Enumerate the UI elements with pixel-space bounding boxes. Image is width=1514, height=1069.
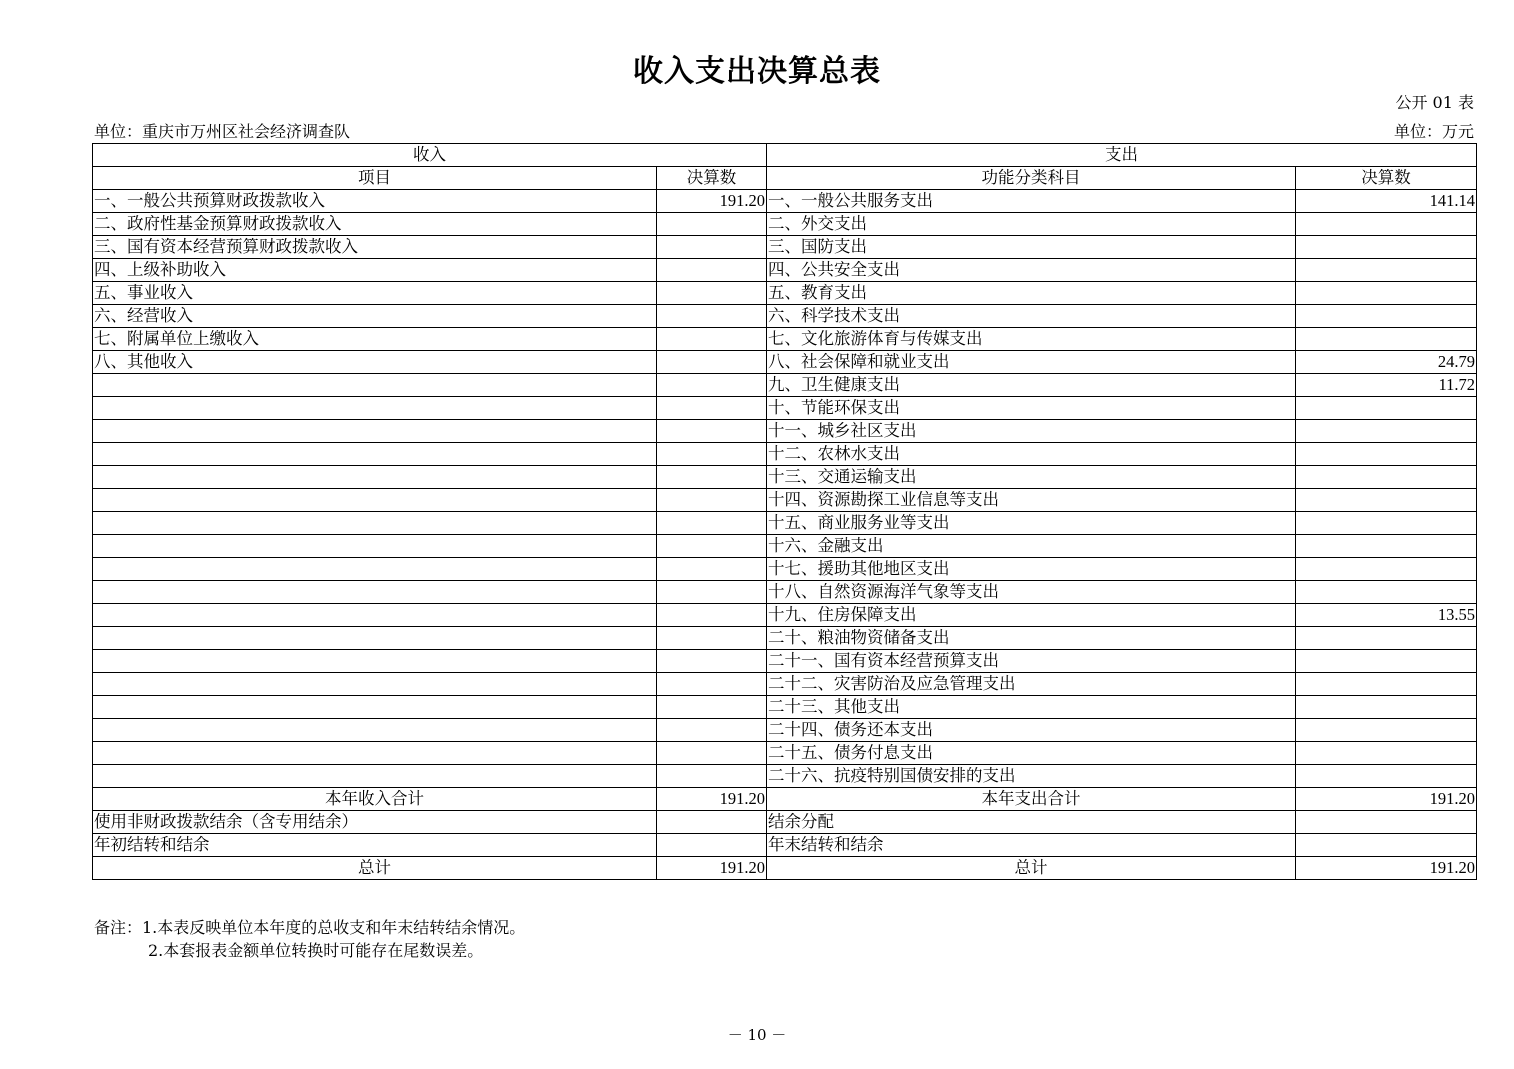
income-item-label: 七、附属单位上缴收入: [93, 328, 657, 351]
income-item-value: [657, 696, 767, 719]
note-line-2: 2.本套报表金额单位转换时可能存在尾数误差。: [148, 941, 484, 960]
table-row: [93, 397, 1477, 420]
income-item-label: 五、事业收入: [93, 282, 657, 305]
header-item: 项目: [93, 167, 657, 190]
table-row: [93, 236, 1477, 259]
expense-item-label: 十、节能环保支出: [767, 397, 1296, 420]
expense-item-value: [1296, 719, 1477, 742]
table-row-non-fiscal: [93, 811, 1477, 834]
form-number: 公开 01 表: [1395, 93, 1474, 112]
expense-item-label: 四、公共安全支出: [767, 259, 1296, 282]
income-item-label: [93, 489, 657, 512]
header-income: 收入: [93, 144, 767, 167]
income-item-label: [93, 558, 657, 581]
expense-item-label: 十二、农林水支出: [767, 443, 1296, 466]
table-row: [93, 558, 1477, 581]
begin-carryover-label: 年初结转和结余: [93, 834, 657, 857]
income-item-label: [93, 466, 657, 489]
income-item-label: [93, 581, 657, 604]
expense-item-value: [1296, 673, 1477, 696]
table-row: [93, 305, 1477, 328]
table-row: [93, 535, 1477, 558]
table-row: [93, 719, 1477, 742]
header-func-category: 功能分类科目: [767, 167, 1296, 190]
expense-item-value: [1296, 535, 1477, 558]
expense-item-label: 六、科学技术支出: [767, 305, 1296, 328]
table-row: [93, 259, 1477, 282]
expense-year-total-value: 191.20: [1296, 788, 1477, 811]
income-item-value: [657, 443, 767, 466]
expense-item-label: 七、文化旅游体育与传媒支出: [767, 328, 1296, 351]
expense-item-value: 141.14: [1296, 190, 1477, 213]
expense-item-label: 二十五、债务付息支出: [767, 742, 1296, 765]
expense-item-label: 十五、商业服务业等支出: [767, 512, 1296, 535]
expense-item-value: [1296, 558, 1477, 581]
expense-item-value: 24.79: [1296, 351, 1477, 374]
income-item-label: [93, 696, 657, 719]
expense-item-label: 十六、金融支出: [767, 535, 1296, 558]
table-row: [93, 581, 1477, 604]
grand-total-income-label: 总计: [93, 857, 657, 880]
income-item-label: [93, 443, 657, 466]
income-item-label: 四、上级补助收入: [93, 259, 657, 282]
expense-item-value: [1296, 305, 1477, 328]
table-row: [93, 696, 1477, 719]
expense-item-label: 二十二、灾害防治及应急管理支出: [767, 673, 1296, 696]
expense-item-value: [1296, 259, 1477, 282]
income-item-value: [657, 328, 767, 351]
income-item-label: [93, 765, 657, 788]
income-item-value: [657, 650, 767, 673]
expense-item-label: 八、社会保障和就业支出: [767, 351, 1296, 374]
non-fiscal-label: 使用非财政拨款结余（含专用结余）: [93, 811, 657, 834]
table-row-grand-total: [93, 857, 1477, 880]
table-row: [93, 213, 1477, 236]
table-row: [93, 190, 1477, 213]
income-item-label: 二、政府性基金预算财政拨款收入: [93, 213, 657, 236]
expense-item-value: [1296, 443, 1477, 466]
income-item-label: [93, 627, 657, 650]
table-totals: [93, 788, 1477, 880]
notes: [94, 916, 525, 962]
expense-item-label: 五、教育支出: [767, 282, 1296, 305]
begin-carryover-value: [657, 834, 767, 857]
table-body: [93, 190, 1477, 788]
expense-item-label: 十四、资源勘探工业信息等支出: [767, 489, 1296, 512]
income-expense-table: [92, 143, 1477, 880]
income-item-value: [657, 535, 767, 558]
page-title: 收入支出决算总表: [633, 54, 881, 89]
expense-item-label: 九、卫生健康支出: [767, 374, 1296, 397]
expense-item-label: 三、国防支出: [767, 236, 1296, 259]
table-row: [93, 650, 1477, 673]
income-item-value: [657, 627, 767, 650]
header-amount-expense: 决算数: [1296, 167, 1477, 190]
expense-item-label: 二十四、债务还本支出: [767, 719, 1296, 742]
expense-item-label: 二十六、抗疫特别国债安排的支出: [767, 765, 1296, 788]
surplus-alloc-label: 结余分配: [767, 811, 1296, 834]
income-item-label: [93, 535, 657, 558]
expense-item-value: [1296, 650, 1477, 673]
table-row-carryover: [93, 834, 1477, 857]
income-item-label: [93, 420, 657, 443]
income-item-label: [93, 650, 657, 673]
income-item-value: [657, 742, 767, 765]
income-item-label: [93, 673, 657, 696]
income-item-label: [93, 512, 657, 535]
table-row: [93, 374, 1477, 397]
income-item-label: [93, 397, 657, 420]
expense-item-label: 十八、自然资源海洋气象等支出: [767, 581, 1296, 604]
table-header-row: [93, 144, 1477, 167]
expense-item-value: [1296, 742, 1477, 765]
expense-item-label: 十三、交通运输支出: [767, 466, 1296, 489]
income-item-value: [657, 351, 767, 374]
table-row: [93, 489, 1477, 512]
income-item-label: 八、其他收入: [93, 351, 657, 374]
table-row: [93, 328, 1477, 351]
note-line-1: 备注：1.本表反映单位本年度的总收支和年末结转结余情况。: [94, 918, 526, 937]
income-item-value: [657, 604, 767, 627]
table-row: [93, 673, 1477, 696]
expense-item-label: 二、外交支出: [767, 213, 1296, 236]
end-carryover-value: [1296, 834, 1477, 857]
expense-item-value: [1296, 466, 1477, 489]
income-item-label: 一、一般公共预算财政拨款收入: [93, 190, 657, 213]
income-item-value: [657, 512, 767, 535]
table-row-year-total: [93, 788, 1477, 811]
grand-total-expense-label: 总计: [767, 857, 1296, 880]
expense-item-label: 二十、粮油物资储备支出: [767, 627, 1296, 650]
expense-item-value: [1296, 236, 1477, 259]
expense-item-label: 二十三、其他支出: [767, 696, 1296, 719]
end-carryover-label: 年末结转和结余: [767, 834, 1296, 857]
income-item-value: [657, 719, 767, 742]
table-row: [93, 282, 1477, 305]
expense-item-value: [1296, 282, 1477, 305]
non-fiscal-value: [657, 811, 767, 834]
table-subheader-row: [93, 167, 1477, 190]
income-item-value: [657, 765, 767, 788]
income-item-value: [657, 259, 767, 282]
expense-item-value: [1296, 420, 1477, 443]
table-row: [93, 604, 1477, 627]
table-row: [93, 351, 1477, 374]
expense-item-label: 二十一、国有资本经营预算支出: [767, 650, 1296, 673]
unit-organization: 单位：重庆市万州区社会经济调查队: [94, 122, 351, 141]
expense-item-value: [1296, 397, 1477, 420]
income-item-label: [93, 604, 657, 627]
income-item-value: [657, 466, 767, 489]
income-item-label: [93, 374, 657, 397]
income-item-value: [657, 282, 767, 305]
income-item-value: [657, 489, 767, 512]
income-item-value: [657, 213, 767, 236]
surplus-alloc-value: [1296, 811, 1477, 834]
income-item-label: [93, 742, 657, 765]
table-row: [93, 765, 1477, 788]
income-item-value: [657, 558, 767, 581]
income-item-value: [657, 236, 767, 259]
expense-item-value: [1296, 765, 1477, 788]
page-number: － 10 －: [727, 1026, 787, 1044]
expense-item-label: 一、一般公共服务支出: [767, 190, 1296, 213]
table-row: [93, 627, 1477, 650]
expense-item-value: [1296, 489, 1477, 512]
expense-item-value: [1296, 696, 1477, 719]
income-item-value: [657, 397, 767, 420]
income-year-total-value: 191.20: [657, 788, 767, 811]
expense-item-value: [1296, 627, 1477, 650]
expense-item-value: [1296, 581, 1477, 604]
income-item-value: [657, 420, 767, 443]
income-item-value: [657, 581, 767, 604]
expense-item-value: [1296, 512, 1477, 535]
table-row: [93, 466, 1477, 489]
header-expense: 支出: [767, 144, 1477, 167]
grand-total-income-value: 191.20: [657, 857, 767, 880]
income-item-label: 三、国有资本经营预算财政拨款收入: [93, 236, 657, 259]
income-year-total-label: 本年收入合计: [93, 788, 657, 811]
income-item-value: [657, 673, 767, 696]
income-item-label: 六、经营收入: [93, 305, 657, 328]
header-amount: 决算数: [657, 167, 767, 190]
table-row: [93, 420, 1477, 443]
expense-item-value: 13.55: [1296, 604, 1477, 627]
income-item-label: [93, 719, 657, 742]
expense-item-label: 十九、住房保障支出: [767, 604, 1296, 627]
table-row: [93, 742, 1477, 765]
expense-year-total-label: 本年支出合计: [767, 788, 1296, 811]
expense-item-value: 11.72: [1296, 374, 1477, 397]
expense-item-label: 十一、城乡社区支出: [767, 420, 1296, 443]
income-item-value: 191.20: [657, 190, 767, 213]
income-item-value: [657, 305, 767, 328]
unit-currency: 单位：万元: [1393, 122, 1474, 141]
expense-item-label: 十七、援助其他地区支出: [767, 558, 1296, 581]
table-row: [93, 443, 1477, 466]
grand-total-expense-value: 191.20: [1296, 857, 1477, 880]
expense-item-value: [1296, 213, 1477, 236]
expense-item-value: [1296, 328, 1477, 351]
income-item-value: [657, 374, 767, 397]
table-row: [93, 512, 1477, 535]
